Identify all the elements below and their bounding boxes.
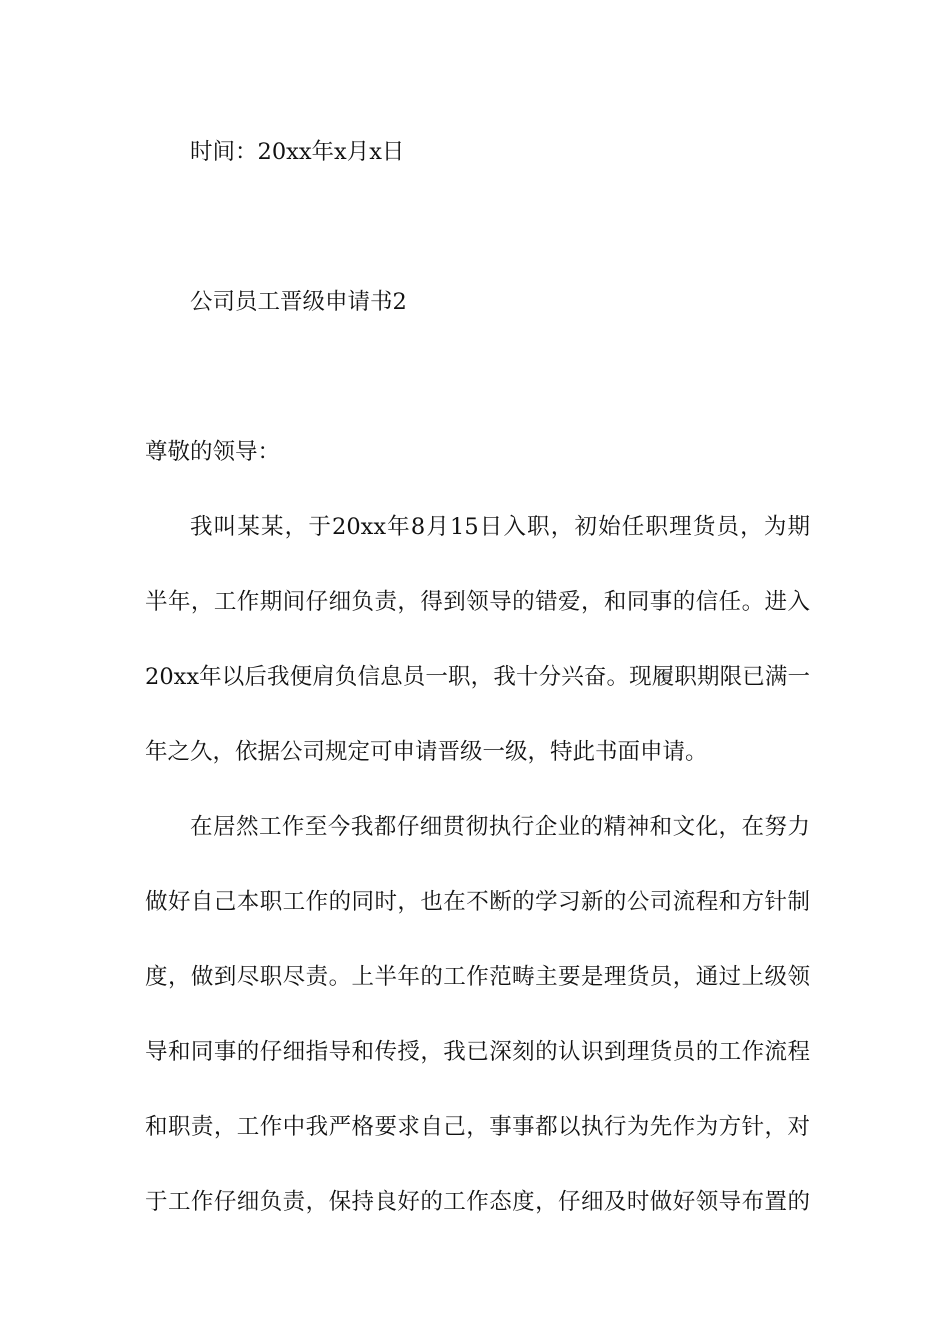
paragraph-line: 度，做到尽职尽责。上半年的工作范畴主要是理货员，通过上级领 <box>145 964 810 990</box>
paragraph-line: 于工作仔细负责，保持良好的工作态度，仔细及时做好领导布置的 <box>145 1189 810 1215</box>
paragraph-line: 半年，工作期间仔细负责，得到领导的错爱，和同事的信任。进入 <box>145 589 810 615</box>
paragraph-line: 做好自己本职工作的同时，也在不断的学习新的公司流程和方针制 <box>145 889 810 915</box>
paragraph-line: 和职责，工作中我严格要求自己，事事都以执行为先作为方针，对 <box>145 1114 810 1140</box>
salutation: 尊敬的领导： <box>145 439 281 465</box>
paragraph-line: 在居然工作至今我都仔细贯彻执行企业的精神和文化，在努力 <box>190 814 810 840</box>
paragraph-line: 年之久，依据公司规定可申请晋级一级，特此书面申请。 <box>145 739 708 765</box>
paragraph-line: 我叫某某，于20xx年8月15日入职，初始任职理货员，为期 <box>190 514 810 540</box>
document-heading: 公司员工晋级申请书2 <box>190 289 407 315</box>
date-line: 时间：20xx年x月x日 <box>190 139 405 165</box>
paragraph-line: 20xx年以后我便肩负信息员一职，我十分兴奋。现履职期限已满一 <box>145 664 810 690</box>
paragraph-line: 导和同事的仔细指导和传授，我已深刻的认识到理货员的工作流程 <box>145 1039 810 1065</box>
